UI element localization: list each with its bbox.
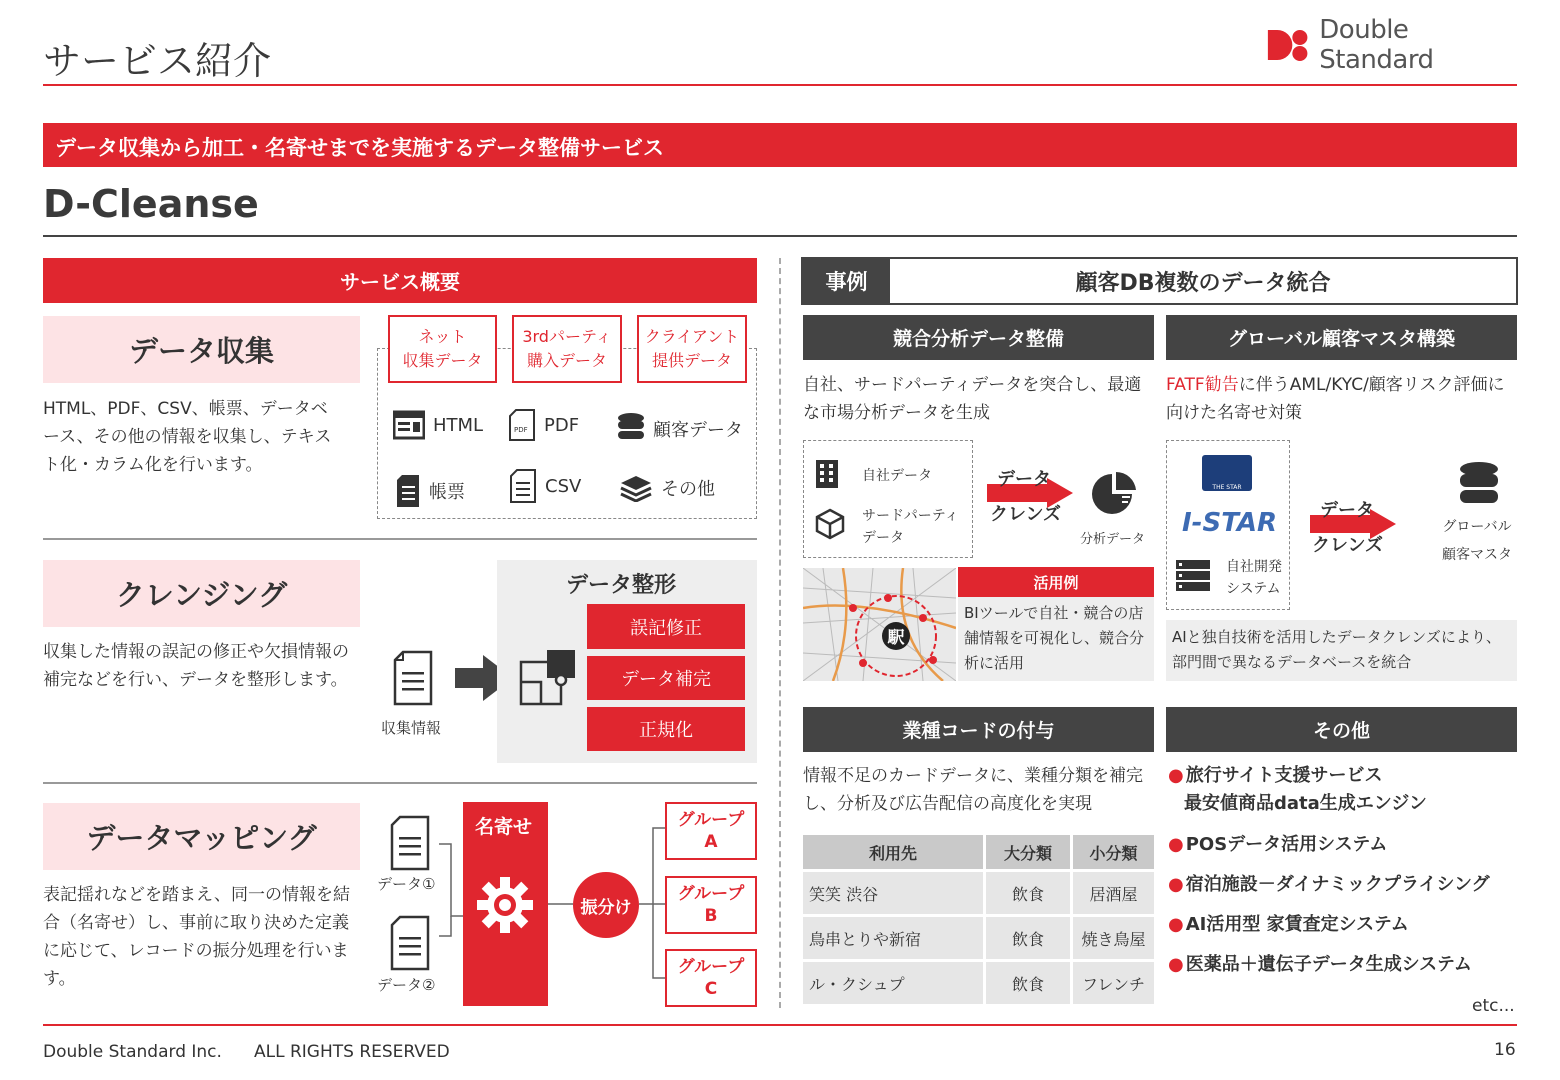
table-cell: 飲食	[986, 962, 1070, 1004]
document-icon	[390, 915, 430, 971]
collect-title: データ収集	[43, 316, 360, 383]
step-normalize: 正規化	[587, 707, 745, 751]
source-3rd	[512, 315, 622, 383]
layers-icon	[619, 474, 653, 502]
sys-label	[1226, 556, 1282, 600]
industry-table	[803, 835, 1154, 1004]
output-line: グローバル	[1442, 519, 1512, 535]
shaping-title: データ整形	[566, 573, 677, 598]
document-icon	[393, 650, 433, 706]
type-label: HTML	[433, 414, 484, 436]
table-cell: 居酒屋	[1073, 872, 1154, 914]
sys-line: 自社開発	[1226, 559, 1282, 575]
table-row	[803, 962, 1154, 1004]
global-head: グローバル顧客マスタ構築	[1166, 315, 1517, 360]
other-item-text: POSデータ活用システム	[1185, 834, 1388, 855]
type-label: 帳票	[429, 482, 465, 503]
table-cell: 飲食	[986, 917, 1070, 959]
global-arrow-l2: クレンズ	[1312, 535, 1384, 556]
source-label: ネット	[418, 327, 467, 346]
source-label: 提供データ	[651, 351, 732, 370]
type-label: その他	[661, 479, 715, 500]
table-cell: 飲食	[986, 872, 1070, 914]
page-number: 16	[1494, 1040, 1516, 1060]
footer-rule	[43, 1024, 1517, 1026]
table-col-header: 利用先	[803, 835, 983, 869]
industry-head: 業種コードの付与	[803, 707, 1154, 752]
source-label: 3rdパーティ	[522, 327, 612, 346]
table-row	[803, 872, 1154, 914]
usage-head: 活用例	[958, 567, 1154, 597]
table-cell: 鳥串とりや新宿	[803, 917, 983, 959]
group-b	[665, 876, 757, 934]
source-label: クライアント	[644, 327, 740, 346]
global-output-label	[1442, 513, 1512, 569]
form-icon	[395, 473, 421, 509]
ds-logo-icon	[1266, 27, 1309, 63]
group-c	[665, 949, 757, 1007]
global-arrow-l1: データ	[1320, 500, 1374, 521]
page-title: サービス紹介	[43, 39, 272, 83]
cleanse-arrow-l2: クレンズ	[990, 504, 1062, 525]
other-item	[1168, 871, 1490, 899]
table-col-header: 小分類	[1073, 835, 1154, 869]
footer-company: Double Standard Inc.	[43, 1042, 222, 1062]
cleansing-desc: 収集した情報の誤記の修正や欠損情報の補完などを行い、データを整形します。	[43, 642, 349, 690]
other-head: その他	[1166, 707, 1517, 752]
data1-label: データ①	[377, 875, 436, 893]
other-item	[1168, 951, 1472, 979]
table-col-header: 大分類	[986, 835, 1070, 869]
src2-line: データ	[862, 530, 904, 546]
section-divider	[43, 538, 757, 540]
service-banner: データ収集から加工・名寄せまでを実施するデータ整備サービス	[43, 123, 1517, 167]
footer-rights: ALL RIGHTS RESERVED	[254, 1042, 450, 1062]
database-icon	[1459, 461, 1499, 509]
other-item-text: 宿泊施設－ダイナミックプライシング	[1185, 874, 1490, 895]
src1-label: 自社データ	[862, 468, 932, 484]
output-label: 分析データ	[1080, 532, 1146, 547]
thestar-logo	[1202, 455, 1252, 491]
global-note: AIと独自技術を活用したデータクレンズにより、部門間で異なるデータベースを統合	[1166, 620, 1517, 681]
html-icon	[393, 410, 425, 440]
istar-logo: I-STAR	[1182, 508, 1278, 538]
group-label: B	[704, 906, 718, 926]
table-header-row	[803, 835, 1154, 869]
fatf-highlight: FATF勧告	[1166, 375, 1239, 395]
type-pdf	[508, 408, 579, 442]
type-label: 顧客データ	[653, 420, 743, 441]
group-label: A	[704, 832, 718, 852]
step-complement: データ補完	[587, 656, 745, 700]
bullet-dot: ●	[1168, 914, 1184, 935]
cleansing-title: クレンジング	[43, 560, 360, 627]
source-label: 収集データ	[402, 351, 483, 370]
case-header	[801, 257, 1518, 305]
group-label: グループ	[677, 884, 745, 904]
table-cell: ル・クシュプ	[803, 962, 983, 1004]
server-icon	[1176, 560, 1210, 592]
other-item-text: AI活用型 家賃査定システム	[1185, 914, 1409, 935]
building-icon	[815, 458, 839, 490]
pie-chart-icon	[1090, 470, 1138, 518]
bullet-dot: ●	[1168, 874, 1184, 895]
pdf-icon	[508, 408, 536, 442]
table-cell: 焼き鳥屋	[1073, 917, 1154, 959]
other-item	[1168, 762, 1382, 790]
type-form	[395, 473, 465, 509]
competitive-head: 競合分析データ整備	[803, 315, 1154, 360]
puzzle-icon	[517, 650, 577, 708]
furiwake-circle: 振分け	[573, 872, 639, 938]
src2-line: サードパーティ	[862, 508, 959, 524]
group-label: グループ	[677, 957, 745, 977]
case-title: 顧客DB複数のデータ統合	[1075, 270, 1331, 296]
source-net	[388, 315, 497, 383]
bullet-dot: ●	[1168, 834, 1184, 855]
output-line: 顧客マスタ	[1442, 547, 1512, 563]
station-label: 駅	[887, 628, 905, 648]
header-rule	[43, 84, 1517, 86]
global-desc-rest: に伴うAML/KYC/顧客リスク評価に向けた名寄せ対策	[1166, 375, 1505, 423]
sys-line: システム	[1226, 581, 1281, 597]
type-label: PDF	[544, 414, 580, 436]
type-html	[393, 410, 483, 440]
collect-desc: HTML、PDF、CSV、帳票、データベース、その他の情報を収集し、テキスト化・カラム化を行います。	[43, 399, 332, 475]
cleanse-arrow-l1: データ	[997, 469, 1051, 490]
type-label: CSV	[545, 475, 582, 497]
group-label: グループ	[677, 810, 745, 830]
document-icon	[390, 815, 430, 871]
source-client	[637, 315, 747, 383]
step-typo-fix: 誤記修正	[587, 604, 745, 649]
database-icon	[617, 412, 645, 446]
type-other	[619, 474, 715, 502]
data2-label: データ②	[377, 976, 436, 994]
usage-desc: BIツールで自社・競合の店舗情報を可視化し、競合分析に活用	[958, 597, 1154, 681]
column-divider	[779, 258, 781, 1008]
src2-label	[862, 505, 959, 549]
global-desc	[1166, 371, 1517, 427]
table-cell: フレンチ	[1073, 962, 1154, 1004]
bullet-dot: ●	[1168, 765, 1184, 786]
group-label: C	[704, 979, 718, 999]
etc-label: etc...	[1472, 996, 1515, 1016]
other-item-text: 旅行サイト支援サービス	[1185, 765, 1383, 786]
competitive-desc: 自社、サードパーティデータを突合し、最適な市場分析データを生成	[803, 375, 1142, 423]
table-row	[803, 917, 1154, 959]
section-divider	[43, 782, 757, 784]
bullet-dot: ●	[1168, 954, 1184, 975]
logo-text: Double Standard	[1319, 15, 1434, 75]
input-label: 収集情報	[381, 719, 442, 737]
type-customer	[617, 412, 743, 446]
other-item-text: 医薬品＋遺伝子データ生成システム	[1185, 954, 1472, 975]
thestar-text: THE STAR	[1212, 484, 1242, 491]
other-item-sub: 最安値商品data生成エンジン	[1184, 793, 1427, 814]
mapping-desc: 表記揺れなどを踏まえ、同一の情報を結合（名寄せ）し、事前に取り決めた定義に応じて、レコードの振分処理を行います。	[43, 885, 351, 989]
svg-text:PDF: PDF	[514, 426, 528, 434]
nayose-label: 名寄せ	[475, 816, 533, 838]
cube-icon	[815, 508, 845, 540]
csv-icon	[509, 468, 537, 504]
case-label: 事例	[803, 259, 890, 303]
industry-desc: 情報不足のカードデータに、業種分類を補完し、分析及び広告配信の高度化を実現	[803, 766, 1143, 814]
type-csv	[509, 468, 581, 504]
group-a	[665, 802, 757, 860]
product-title: D-Cleanse	[43, 182, 259, 226]
map-image	[803, 568, 956, 681]
overview-head: サービス概要	[43, 258, 757, 303]
other-item	[1168, 911, 1409, 939]
mapping-title: データマッピング	[43, 803, 360, 870]
table-cell: 笑笑 渋谷	[803, 872, 983, 914]
company-logo	[1266, 15, 1518, 75]
source-label: 購入データ	[526, 351, 607, 370]
gear-icon	[476, 876, 534, 934]
title-rule	[43, 235, 1517, 237]
other-item	[1168, 831, 1387, 859]
